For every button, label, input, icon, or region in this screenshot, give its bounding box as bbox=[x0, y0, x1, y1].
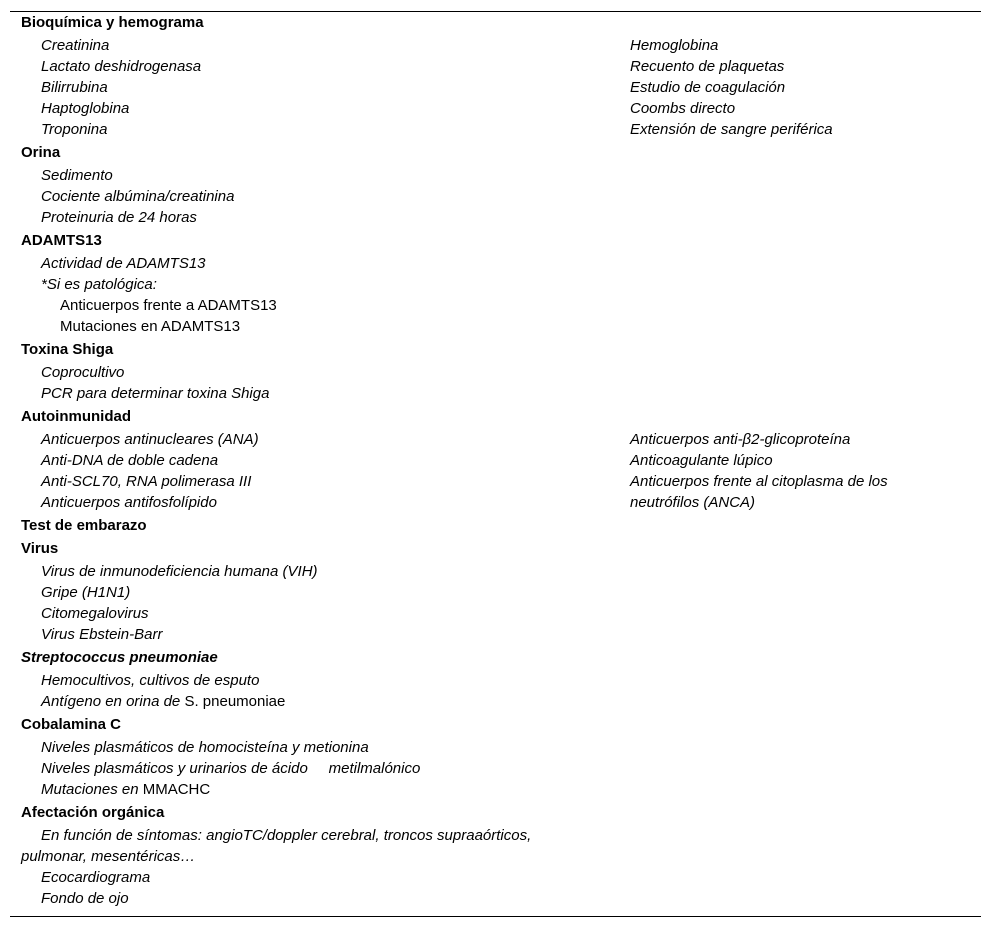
section-title-orina: Orina bbox=[21, 144, 61, 161]
list-item: Virus Ebstein-Barr bbox=[41, 626, 163, 643]
list-item: Proteinuria de 24 horas bbox=[41, 209, 197, 226]
list-item: Anticuerpos antinucleares (ANA) bbox=[41, 431, 259, 448]
section-title-embarazo: Test de embarazo bbox=[21, 517, 147, 534]
list-item bbox=[41, 780, 210, 800]
list-item: Creatinina bbox=[41, 37, 110, 54]
list-item: En función de síntomas: angioTC/doppler cerebral, troncos supraaórticos, bbox=[41, 827, 532, 844]
list-item: Citomegalovirus bbox=[41, 605, 149, 622]
list-item: Virus de inmunodeficiencia humana (VIH) bbox=[41, 563, 318, 580]
list-item: Niveles plasmáticos de homocisteína y metionina bbox=[41, 739, 369, 756]
mutation-prefix: Mutaciones en bbox=[41, 781, 143, 798]
list-item: Anticuerpos anti-β2-glicoproteína bbox=[630, 431, 851, 448]
list-item: Estudio de coagulación bbox=[630, 79, 786, 96]
list-item: Hemoglobina bbox=[630, 37, 719, 54]
list-item: Hemocultivos, cultivos de esputo bbox=[41, 672, 260, 689]
list-item: Coombs directo bbox=[630, 100, 736, 117]
section-title-afectacion: Afectación orgánica bbox=[21, 804, 165, 821]
antigen-prefix: Antígeno en orina de bbox=[41, 693, 185, 710]
list-item bbox=[41, 692, 285, 712]
list-item: Recuento de plaquetas bbox=[630, 58, 785, 75]
test-table bbox=[10, 11, 981, 917]
list-item: Troponina bbox=[41, 121, 108, 138]
list-item: neutrófilos (ANCA) bbox=[630, 494, 756, 511]
section-title-adamts13: ADAMTS13 bbox=[21, 232, 102, 249]
list-item: Anti-SCL70, RNA polimerasa III bbox=[41, 473, 252, 490]
section-title-virus: Virus bbox=[21, 540, 59, 557]
list-item: Lactato deshidrogenasa bbox=[41, 58, 202, 75]
antigen-organism: S. pneumoniae bbox=[184, 693, 286, 710]
mutation-gene: MMACHC bbox=[142, 781, 211, 798]
section-title-autoinmunidad: Autoinmunidad bbox=[21, 408, 131, 425]
list-item: Anticuerpos frente al citoplasma de los bbox=[630, 473, 888, 490]
sub-list-item: Anticuerpos frente a ADAMTS13 bbox=[60, 297, 277, 314]
list-item: Sedimento bbox=[41, 167, 113, 184]
list-item: Haptoglobina bbox=[41, 100, 130, 117]
section-title-bioquimica: Bioquímica y hemograma bbox=[21, 14, 204, 31]
list-item: Anticoagulante lúpico bbox=[630, 452, 773, 469]
section-title-streptococcus: Streptococcus pneumoniae bbox=[21, 649, 218, 666]
list-item: Cociente albúmina/creatinina bbox=[41, 188, 235, 205]
list-item-continuation: pulmonar, mesentéricas… bbox=[21, 848, 196, 865]
list-item: Anti-DNA de doble cadena bbox=[41, 452, 219, 469]
list-item: Ecocardiograma bbox=[41, 869, 151, 886]
list-item: Niveles plasmáticos y urinarios de ácido metilmalónico bbox=[41, 760, 421, 777]
sub-list-item: Mutaciones en ADAMTS13 bbox=[60, 318, 241, 335]
section-title-shiga: Toxina Shiga bbox=[21, 341, 114, 358]
list-item: Extensión de sangre periférica bbox=[630, 121, 833, 138]
list-item: Actividad de ADAMTS13 bbox=[41, 255, 206, 272]
list-item: PCR para determinar toxina Shiga bbox=[41, 385, 270, 402]
list-item: Anticuerpos antifosfolípido bbox=[41, 494, 217, 511]
list-item: Gripe (H1N1) bbox=[41, 584, 131, 601]
list-item: *Si es patológica: bbox=[41, 276, 157, 293]
section-title-cobalamina: Cobalamina C bbox=[21, 716, 122, 733]
list-item: Fondo de ojo bbox=[41, 890, 129, 907]
list-item: Bilirrubina bbox=[41, 79, 108, 96]
list-item: Coprocultivo bbox=[41, 364, 125, 381]
